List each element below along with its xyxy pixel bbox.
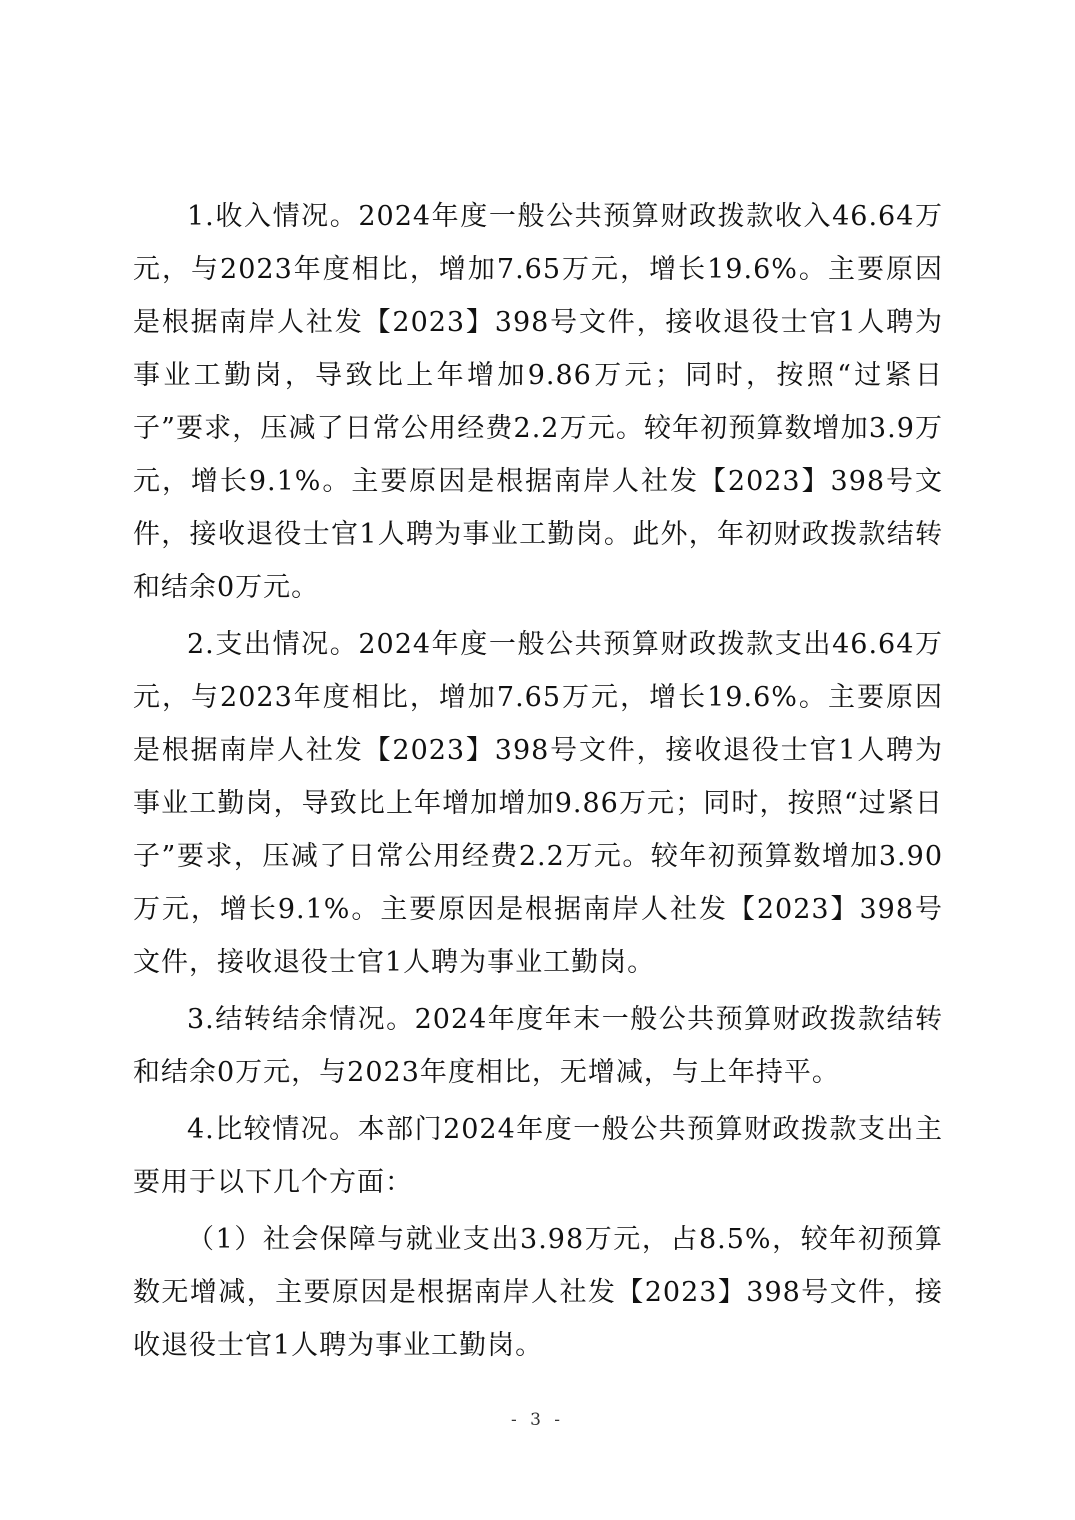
paragraph-comparison: 4.比较情况。本部门2024年度一般公共预算财政拨款支出主要用于以下几个方面：	[133, 1114, 943, 1198]
page-number: - 3 -	[510, 1410, 565, 1430]
document-body	[133, 190, 943, 1376]
paragraph-social-security: （1）社会保障与就业支出3.98万元，占8.5%，较年初预算数无增减，主要原因是根据南岸人社发【2023】398号文件，接收退役士官1人聘为事业工勤岗。	[133, 1224, 943, 1361]
paragraph-income: 1.收入情况。2024年度一般公共预算财政拨款收入46.64万元，与2023年度相比，增加7.65万元，增长19.6%。主要原因是根据南岸人社发【2023】398号文件，接收退役士官1人聘为事业工勤岗，导致比上年增加9.86万元；同时，按照“过紧日子”要求，压减了日常公用经费2.2万元。较年初预算数增加3.9万元，增长9.1%。主要原因是根据南岸人社发【2023】398号文件，接收退役士官1人聘为事业工勤岗。此外，年初财政拨款结转和结余0万元。	[133, 201, 943, 603]
paragraph-expenditure: 2.支出情况。2024年度一般公共预算财政拨款支出46.64万元，与2023年度相比，增加7.65万元，增长19.6%。主要原因是根据南岸人社发【2023】398号文件，接收退役士官1人聘为事业工勤岗，导致比上年增加增加9.86万元；同时，按照“过紧日子”要求，压减了日常公用经费2.2万元。较年初预算数增加3.90万元，增长9.1%。主要原因是根据南岸人社发【2023】398号文件，接收退役士官1人聘为事业工勤岗。	[133, 629, 943, 978]
paragraph-carryover: 3.结转结余情况。2024年度年末一般公共预算财政拨款结转和结余0万元，与2023年度相比，无增减，与上年持平。	[133, 1004, 943, 1088]
